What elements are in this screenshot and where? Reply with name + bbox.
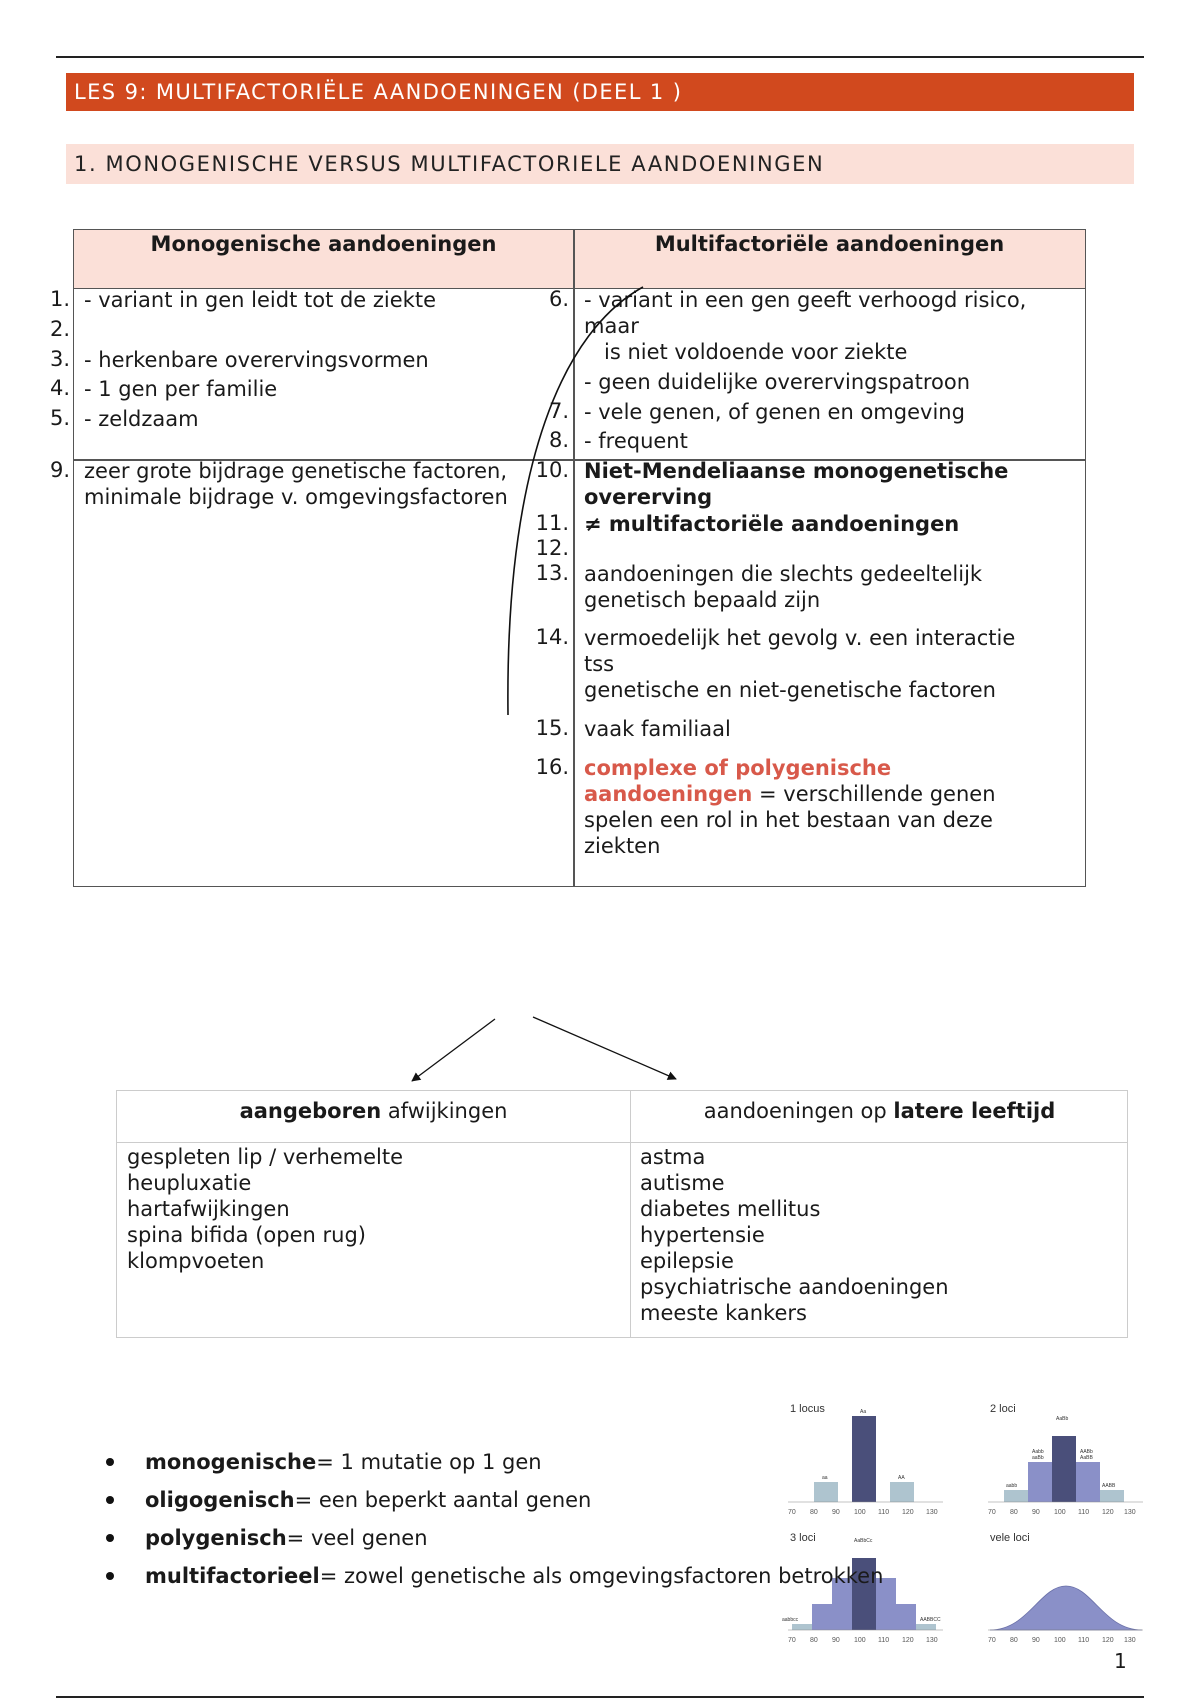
list-number: 7. xyxy=(548,399,569,423)
col-header-monogenic: Monogenische aandoeningen xyxy=(150,232,497,256)
multi-item-14-line-2: tss xyxy=(584,652,615,676)
list-number: 12. xyxy=(535,536,569,560)
list-item: klompvoeten xyxy=(127,1249,265,1273)
list-item: psychiatrische aandoeningen xyxy=(640,1275,949,1299)
later-age-list xyxy=(640,1144,949,1326)
genotype-label: Aabb xyxy=(1032,1449,1044,1455)
axis-ticks-2 xyxy=(988,1509,1136,1516)
panel-label-many-loci: vele loci xyxy=(990,1532,1030,1544)
list-item: spina bifida (open rug) xyxy=(127,1223,366,1247)
multi-item-16-term: aandoeningen xyxy=(584,782,753,806)
term: polygenisch xyxy=(145,1526,287,1550)
list-number: 6. xyxy=(548,287,569,311)
later-age-bold: latere leeftijd xyxy=(893,1099,1056,1123)
bar-AA xyxy=(890,1482,914,1502)
col-header-congenital xyxy=(117,1099,630,1123)
list-number: 2. xyxy=(49,317,70,341)
list-item: autisme xyxy=(640,1171,725,1195)
multi-item-13-line-1: aandoeningen die slechts gedeeltelijk xyxy=(584,562,983,586)
bar xyxy=(812,1604,832,1630)
genotype-label: aaBb xyxy=(1032,1455,1044,1461)
definitions-list xyxy=(106,1443,883,1595)
genotype-label: AaBbCc xyxy=(854,1538,873,1544)
multi-item-6-line-1: - variant in een gen geeft verhoogd risico, xyxy=(584,288,1027,312)
handwritten-curve xyxy=(508,287,643,715)
tick-label: 90 xyxy=(832,1637,840,1644)
multi-item-15: vaak familiaal xyxy=(584,717,731,741)
axis-ticks-4 xyxy=(988,1637,1136,1644)
lesson-title: LES 9: MULTIFACTORIËLE AANDOENINGEN (DEEL 1 ) xyxy=(66,73,1134,111)
panel-label-1-locus: 1 locus xyxy=(790,1403,825,1415)
definition: = 1 mutatie op 1 gen xyxy=(316,1450,542,1474)
term: oligogenisch xyxy=(145,1488,295,1512)
genotype-label: aabbcc xyxy=(782,1617,799,1623)
list-item xyxy=(106,1557,883,1595)
multi-item-6-line-2: maar xyxy=(584,314,639,338)
list-item: astma xyxy=(640,1145,706,1169)
tick-label: 110 xyxy=(878,1509,890,1516)
table-header-divider xyxy=(117,1142,1127,1143)
congenital-list xyxy=(127,1144,403,1274)
tick-label: 90 xyxy=(1032,1509,1040,1516)
axis-ticks-3 xyxy=(788,1637,938,1644)
list-number: 5. xyxy=(49,406,70,430)
list-number: 13. xyxy=(535,561,569,585)
list-item: gespleten lip / verhemelte xyxy=(127,1145,404,1169)
examples-table xyxy=(116,1090,1128,1338)
list-number: 1. xyxy=(49,287,70,311)
list-number: 9. xyxy=(49,458,70,482)
bar xyxy=(1076,1462,1100,1502)
col-header-multifactorial: Multifactoriële aandoeningen xyxy=(654,232,1005,256)
list-item: epilepsie xyxy=(640,1249,734,1273)
list-number: 8. xyxy=(548,428,569,452)
genotype-label: AaBB xyxy=(1080,1455,1093,1461)
multi-item-8: - frequent xyxy=(584,429,688,453)
tick-label: 70 xyxy=(988,1637,996,1644)
definition: = zowel genetische als omgevingsfactoren betrokken xyxy=(319,1564,884,1588)
list-number: 14. xyxy=(535,625,569,649)
bar xyxy=(1004,1490,1028,1502)
tick-label: 100 xyxy=(854,1637,866,1644)
tick-label: 130 xyxy=(926,1637,938,1644)
genotype-label: AA xyxy=(898,1475,905,1481)
definition: = een beperkt aantal genen xyxy=(294,1488,592,1512)
congenital-bold: aangeboren xyxy=(239,1099,382,1123)
tick-label: 70 xyxy=(788,1509,796,1516)
tick-label: 120 xyxy=(902,1637,914,1644)
list-item: meeste kankers xyxy=(640,1301,807,1325)
list-item: diabetes mellitus xyxy=(640,1197,821,1221)
bullet-dot xyxy=(106,1496,114,1504)
multi-item-16-line-1: complexe of polygenische xyxy=(584,756,892,780)
bullet-dot xyxy=(106,1534,114,1542)
tick-label: 130 xyxy=(1124,1509,1136,1516)
tick-label: 70 xyxy=(988,1509,996,1516)
tick-label: 120 xyxy=(1102,1637,1114,1644)
later-age-pre: aandoeningen op xyxy=(703,1099,894,1123)
tick-label: 90 xyxy=(832,1509,840,1516)
normal-curve xyxy=(990,1586,1142,1630)
list-number: 11. xyxy=(535,511,569,535)
list-item: heupluxatie xyxy=(127,1171,252,1195)
tick-label: 130 xyxy=(1124,1637,1136,1644)
tick-label: 80 xyxy=(810,1509,818,1516)
arrow-left xyxy=(412,1019,495,1081)
multi-item-11: ≠ multifactoriële aandoeningen xyxy=(584,512,960,536)
mono-item-4: - 1 gen per familie xyxy=(84,377,278,401)
tick-label: 110 xyxy=(1078,1509,1090,1516)
tick-label: 70 xyxy=(788,1637,796,1644)
genotype-label: AABBCC xyxy=(920,1617,941,1623)
congenital-rest: afwijkingen xyxy=(381,1099,508,1123)
tick-label: 110 xyxy=(1078,1637,1090,1644)
bar xyxy=(792,1624,812,1630)
genotype-label: AABb xyxy=(1080,1449,1093,1455)
tick-label: 120 xyxy=(1102,1509,1114,1516)
list-number: 4. xyxy=(49,376,70,400)
list-item: hartafwijkingen xyxy=(127,1197,290,1221)
bullet-dot xyxy=(106,1572,114,1580)
page-number: 1 xyxy=(1114,1649,1127,1673)
tick-label: 120 xyxy=(902,1509,914,1516)
term: monogenische xyxy=(145,1450,317,1474)
multi-item-14-line-1: vermoedelijk het gevolg v. een interactie xyxy=(584,626,1016,650)
list-item: hypertensie xyxy=(640,1223,765,1247)
multi-item-7: - vele genen, of genen en omgeving xyxy=(584,400,965,424)
multi-item-10-line-2: overerving xyxy=(584,485,713,509)
list-number: 15. xyxy=(535,716,569,740)
bar xyxy=(1028,1462,1052,1502)
multi-item-6-line-4: - geen duidelijke overervingspatroon xyxy=(584,370,971,394)
mono-item-9-line-2: minimale bijdrage v. omgevingsfactoren xyxy=(84,485,508,509)
tick-label: 90 xyxy=(1032,1637,1040,1644)
multi-item-16-line-3: spelen een rol in het bestaan van deze xyxy=(584,808,993,832)
tick-label: 100 xyxy=(854,1509,866,1516)
definition: = veel genen xyxy=(286,1526,428,1550)
tick-label: 80 xyxy=(1010,1637,1018,1644)
tick-label: 80 xyxy=(1010,1509,1018,1516)
bar xyxy=(916,1624,936,1630)
term: multifactorieel xyxy=(145,1564,320,1588)
list-item xyxy=(106,1443,883,1481)
panel-label-3-loci: 3 loci xyxy=(790,1532,816,1544)
multi-item-6-line-3: is niet voldoende voor ziekte xyxy=(604,340,908,364)
multi-item-13-line-2: genetisch bepaald zijn xyxy=(584,588,821,612)
panel-label-2-loci: 2 loci xyxy=(990,1403,1016,1415)
tick-label: 130 xyxy=(926,1509,938,1516)
section-heading: 1. MONOGENISCHE VERSUS MULTIFACTORIELE AANDOENINGEN xyxy=(66,144,1134,184)
bottom-rule xyxy=(56,1696,1144,1698)
mono-item-5: - zeldzaam xyxy=(84,407,199,431)
list-number: 3. xyxy=(49,347,70,371)
list-number: 16. xyxy=(535,755,569,779)
genotype-label: aa xyxy=(822,1475,828,1481)
bar xyxy=(1100,1490,1124,1502)
arrow-right xyxy=(533,1017,676,1079)
multi-item-16-def: = verschillende genen xyxy=(752,782,996,806)
mono-item-1: - variant in gen leidt tot de ziekte xyxy=(84,288,436,312)
multi-item-10-line-1: Niet-Mendeliaanse monogenetische xyxy=(584,459,1009,483)
list-number: 10. xyxy=(535,458,569,482)
genotype-label: AABB xyxy=(1102,1483,1116,1489)
tick-label: 80 xyxy=(810,1637,818,1644)
bar xyxy=(1052,1436,1076,1502)
bar xyxy=(896,1604,916,1630)
mono-item-9-line-1: zeer grote bijdrage genetische factoren, xyxy=(84,459,508,483)
tick-label: 100 xyxy=(1054,1637,1066,1644)
multi-item-16-line-4: ziekten xyxy=(584,834,661,858)
mono-item-3: - herkenbare overervingsvormen xyxy=(84,348,429,372)
genotype-label: Aa xyxy=(860,1409,867,1415)
list-item xyxy=(106,1519,883,1557)
bullet-dot xyxy=(106,1458,114,1466)
genotype-label: AaBb xyxy=(1056,1416,1069,1422)
table-column-divider xyxy=(630,1091,631,1337)
col-header-later-age xyxy=(630,1099,1129,1123)
tick-label: 100 xyxy=(1054,1509,1066,1516)
multi-item-14-line-3: genetische en niet-genetische factoren xyxy=(584,678,996,702)
genotype-label: aabb xyxy=(1006,1483,1018,1489)
list-item xyxy=(106,1481,883,1519)
tick-label: 110 xyxy=(878,1637,890,1644)
